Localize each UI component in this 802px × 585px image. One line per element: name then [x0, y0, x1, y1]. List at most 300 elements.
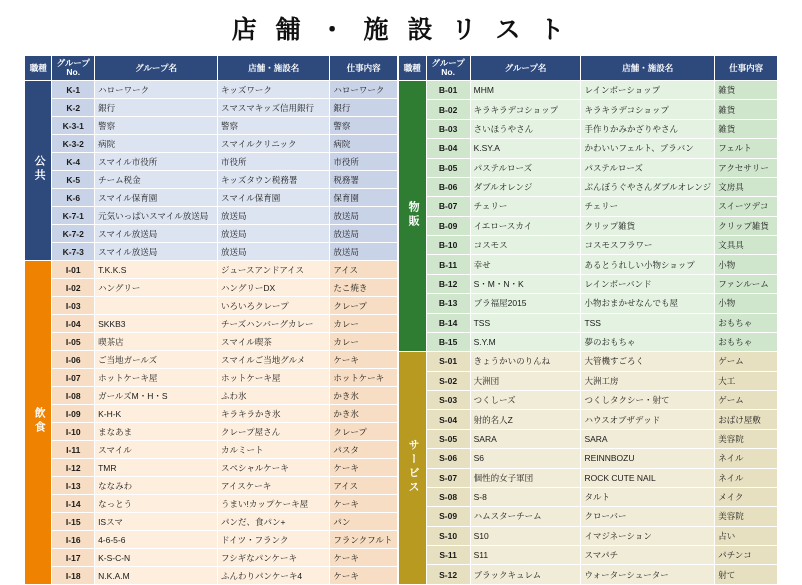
work-cell: ネイル	[715, 449, 778, 468]
table-row	[398, 294, 777, 313]
table-row	[25, 189, 398, 207]
table-row	[398, 158, 777, 177]
group-no-cell: B-01	[426, 81, 470, 100]
work-cell: ゲーム	[715, 352, 778, 371]
shop-name-cell: キラキラかき氷	[218, 405, 330, 423]
group-no-cell: I-09	[52, 405, 95, 423]
group-name-cell: まなあま	[95, 423, 218, 441]
group-name-cell: ブラ福屋2015	[470, 294, 581, 313]
table-row	[25, 297, 398, 315]
work-cell: アクセサリー	[715, 158, 778, 177]
group-name-cell: S・M・N・K	[470, 274, 581, 293]
group-name-cell: SKKB3	[95, 315, 218, 333]
group-no-cell: B-09	[426, 216, 470, 235]
shop-name-cell: パンだ、食パン+	[218, 513, 330, 531]
group-no-cell: I-01	[52, 261, 95, 279]
group-name-cell: S10	[470, 526, 581, 545]
group-name-cell: S-8	[470, 487, 581, 506]
group-name-cell: TSS	[470, 313, 581, 332]
shop-name-cell: スマイルクリニック	[218, 135, 330, 153]
table-row	[25, 279, 398, 297]
category-cell	[25, 81, 52, 261]
group-name-cell: 4-6-5-6	[95, 531, 218, 549]
work-cell: ホットケーキ	[330, 369, 398, 387]
table-row	[25, 261, 398, 279]
shop-name-cell: ROCK CUTE NAIL	[581, 468, 715, 487]
work-cell: 警察	[330, 117, 398, 135]
group-no-cell: K-6	[52, 189, 95, 207]
shop-name-cell: ウォーターシューター	[581, 565, 715, 585]
group-no-cell: I-04	[52, 315, 95, 333]
shop-name-cell: タルト	[581, 487, 715, 506]
table-row	[398, 526, 777, 545]
table-row	[398, 487, 777, 506]
group-name-cell: 元気いっぱいスマイル放送局	[95, 207, 218, 225]
table-row	[398, 429, 777, 448]
work-cell: かき氷	[330, 405, 398, 423]
work-cell: 文具具	[715, 236, 778, 255]
work-cell: ゲーム	[715, 391, 778, 410]
column-header-category: 職種	[25, 56, 52, 81]
group-name-cell: ブラックキュレム	[470, 565, 581, 585]
work-cell: 雑貨	[715, 81, 778, 100]
group-name-cell: 個性的女子軍団	[470, 468, 581, 487]
group-name-cell: T.K.K.S	[95, 261, 218, 279]
shop-name-cell: いろいろクレープ	[218, 297, 330, 315]
shop-name-cell: クローバー	[581, 507, 715, 526]
group-name-cell: イエロースカイ	[470, 216, 581, 235]
group-no-cell: I-14	[52, 495, 95, 513]
work-cell: フェルト	[715, 139, 778, 158]
group-no-cell: I-05	[52, 333, 95, 351]
shop-name-cell: スマイルご当地グルメ	[218, 351, 330, 369]
work-cell: 銀行	[330, 99, 398, 117]
table-row	[398, 274, 777, 293]
table-row	[398, 449, 777, 468]
left-table-body	[25, 81, 398, 585]
group-no-cell: I-02	[52, 279, 95, 297]
shop-name-cell: キラキラデコショップ	[581, 100, 715, 119]
table-row	[398, 332, 777, 351]
table-row	[25, 351, 398, 369]
group-name-cell: N.K.A.M	[95, 567, 218, 585]
work-cell: 放送局	[330, 207, 398, 225]
group-name-cell: 銀行	[95, 99, 218, 117]
shop-name-cell: 手作りかみかざりやさん	[581, 119, 715, 138]
table-row	[25, 549, 398, 567]
group-no-cell: B-13	[426, 294, 470, 313]
column-header-work: 仕事内容	[330, 56, 398, 81]
table-row	[398, 236, 777, 255]
work-cell: 美容院	[715, 429, 778, 448]
shop-name-cell: 小物おまかせなんでも屋	[581, 294, 715, 313]
table-row	[25, 99, 398, 117]
column-header-group-no	[426, 56, 470, 81]
shop-name-cell: 放送局	[218, 243, 330, 261]
group-name-cell: TMR	[95, 459, 218, 477]
table-row	[398, 119, 777, 138]
shop-name-cell: ドイツ・フランク	[218, 531, 330, 549]
table-row	[398, 371, 777, 390]
work-cell: 小物	[715, 255, 778, 274]
shop-name-cell: カルミート	[218, 441, 330, 459]
group-name-cell: ハングリー	[95, 279, 218, 297]
work-cell: パチンコ	[715, 546, 778, 565]
group-no-cell: S-04	[426, 410, 470, 429]
group-name-cell: コスモス	[470, 236, 581, 255]
table-row	[398, 216, 777, 235]
work-cell: ケーキ	[330, 495, 398, 513]
shop-name-cell: ホットケーキ屋	[218, 369, 330, 387]
shop-name-cell: フシギなパンケーキ	[218, 549, 330, 567]
table-row	[25, 495, 398, 513]
group-name-cell: スマイル	[95, 441, 218, 459]
group-name-cell: K-H-K	[95, 405, 218, 423]
right-table	[398, 55, 778, 585]
work-cell: カレー	[330, 315, 398, 333]
group-name-cell: K-S-C-N	[95, 549, 218, 567]
shop-name-cell: あるとうれしい小物ショップ	[581, 255, 715, 274]
group-name-cell: MHM	[470, 81, 581, 100]
table-row	[25, 333, 398, 351]
group-no-cell: I-06	[52, 351, 95, 369]
table-row	[25, 117, 398, 135]
work-cell: クリップ雑貨	[715, 216, 778, 235]
group-name-cell: 病院	[95, 135, 218, 153]
group-no-cell: B-04	[426, 139, 470, 158]
table-row	[25, 207, 398, 225]
right-table-body	[398, 81, 777, 585]
group-name-cell: ダブルオレンジ	[470, 177, 581, 196]
group-name-cell: ハムスターチーム	[470, 507, 581, 526]
group-name-cell: S11	[470, 546, 581, 565]
group-no-line2: No.	[441, 67, 455, 77]
shop-name-cell: 放送局	[218, 207, 330, 225]
group-no-cell: K-7-3	[52, 243, 95, 261]
category-cell	[25, 261, 52, 585]
group-name-cell: さいほうやさん	[470, 119, 581, 138]
group-name-cell: K.SY.A	[470, 139, 581, 158]
work-cell: アイス	[330, 477, 398, 495]
table-row	[25, 477, 398, 495]
shop-name-cell: 大洲工房	[581, 371, 715, 390]
group-name-cell: 喫茶店	[95, 333, 218, 351]
column-header-group-name: グループ名	[95, 56, 218, 81]
group-no-cell: B-15	[426, 332, 470, 351]
table-row	[25, 405, 398, 423]
table-row	[398, 197, 777, 216]
group-no-cell: I-08	[52, 387, 95, 405]
work-cell: 放送局	[330, 243, 398, 261]
work-cell: ファンルーム	[715, 274, 778, 293]
table-row	[25, 153, 398, 171]
work-cell: たこ焼き	[330, 279, 398, 297]
group-name-cell	[95, 297, 218, 315]
shop-name-cell: スペシャルケーキ	[218, 459, 330, 477]
shop-name-cell: TSS	[581, 313, 715, 332]
shop-name-cell: 夢のおもちゃ	[581, 332, 715, 351]
group-no-cell: K-5	[52, 171, 95, 189]
table-row	[398, 565, 777, 585]
group-name-cell: スマイル保育園	[95, 189, 218, 207]
table-row	[398, 468, 777, 487]
column-header-group-no	[52, 56, 95, 81]
group-no-cell: S-08	[426, 487, 470, 506]
group-no-cell: K-3-1	[52, 117, 95, 135]
group-name-cell: ホットケーキ屋	[95, 369, 218, 387]
group-name-cell: SARA	[470, 429, 581, 448]
work-cell: ケーキ	[330, 567, 398, 585]
column-header-group-name: グループ名	[470, 56, 581, 81]
work-cell: クレープ	[330, 423, 398, 441]
group-no-cell: K-4	[52, 153, 95, 171]
work-cell: 雑貨	[715, 119, 778, 138]
table-row	[25, 567, 398, 585]
work-cell: アイス	[330, 261, 398, 279]
table-row	[25, 81, 398, 99]
left-table-header	[25, 56, 398, 81]
category-cell	[398, 81, 426, 352]
work-cell: 小物	[715, 294, 778, 313]
group-no-cell: S-03	[426, 391, 470, 410]
group-no-cell: B-11	[426, 255, 470, 274]
group-no-cell: B-07	[426, 197, 470, 216]
shop-name-cell: スマスマキッズ信用銀行	[218, 99, 330, 117]
shop-name-cell: クレープ屋さん	[218, 423, 330, 441]
group-no-cell: S-02	[426, 371, 470, 390]
shop-name-cell: ジュースアンドアイス	[218, 261, 330, 279]
table-row	[398, 177, 777, 196]
shop-name-cell: クリップ雑貨	[581, 216, 715, 235]
work-cell: メイク	[715, 487, 778, 506]
group-name-cell: スマイル放送局	[95, 225, 218, 243]
shop-name-cell: かわいいフェルト、ブラバン	[581, 139, 715, 158]
work-cell: おもちゃ	[715, 332, 778, 351]
category-label: 飲食	[33, 407, 46, 435]
table-row	[398, 313, 777, 332]
header-row	[398, 56, 777, 81]
work-cell: おばけ屋敷	[715, 410, 778, 429]
group-no-cell: I-16	[52, 531, 95, 549]
shop-name-cell: 大管機すごろく	[581, 352, 715, 371]
group-name-cell: スマイル市役所	[95, 153, 218, 171]
table-row	[25, 171, 398, 189]
work-cell: スイーツデコ	[715, 197, 778, 216]
group-name-cell: チェリー	[470, 197, 581, 216]
table-row	[25, 441, 398, 459]
group-name-cell: 大洲団	[470, 371, 581, 390]
group-no-cell: S-10	[426, 526, 470, 545]
work-cell: 雑貨	[715, 100, 778, 119]
work-cell: 占い	[715, 526, 778, 545]
work-cell: ケーキ	[330, 459, 398, 477]
group-no-cell: I-12	[52, 459, 95, 477]
table-row	[25, 459, 398, 477]
group-no-cell: B-06	[426, 177, 470, 196]
group-no-cell: I-13	[52, 477, 95, 495]
group-no-cell: K-3-2	[52, 135, 95, 153]
group-name-cell: なっとう	[95, 495, 218, 513]
column-header-shop-name: 店舗・施設名	[581, 56, 715, 81]
group-no-cell: I-17	[52, 549, 95, 567]
group-name-cell: 警察	[95, 117, 218, 135]
table-row	[25, 369, 398, 387]
group-no-cell: B-05	[426, 158, 470, 177]
table-row	[398, 81, 777, 100]
work-cell: フランクフルト	[330, 531, 398, 549]
group-no-line1: グループ	[56, 58, 90, 69]
table-row	[398, 546, 777, 565]
category-label: サービス	[407, 438, 420, 495]
group-name-cell: ご当地ガールズ	[95, 351, 218, 369]
shop-name-cell: チーズハンバーグカレー	[218, 315, 330, 333]
group-no-cell: I-11	[52, 441, 95, 459]
work-cell: 市役所	[330, 153, 398, 171]
work-cell: 放送局	[330, 225, 398, 243]
column-header-work: 仕事内容	[715, 56, 778, 81]
work-cell: ネイル	[715, 468, 778, 487]
work-cell: 文房具	[715, 177, 778, 196]
work-cell: クレープ	[330, 297, 398, 315]
table-row	[398, 255, 777, 274]
group-no-cell: S-05	[426, 429, 470, 448]
work-cell: カレー	[330, 333, 398, 351]
table-row	[398, 139, 777, 158]
group-name-cell: パステルローズ	[470, 158, 581, 177]
group-no-cell: S-09	[426, 507, 470, 526]
shop-name-cell: チェリー	[581, 197, 715, 216]
category-label: 物販	[407, 200, 420, 229]
group-no-line1: グループ	[431, 58, 465, 69]
group-no-cell: B-10	[426, 236, 470, 255]
group-no-cell: I-10	[52, 423, 95, 441]
group-name-cell: S6	[470, 449, 581, 468]
shop-name-cell: イマジネーション	[581, 526, 715, 545]
shop-name-cell: SARA	[581, 429, 715, 448]
work-cell: 射て	[715, 565, 778, 585]
category-label: 公共	[33, 155, 46, 183]
table-row	[398, 100, 777, 119]
table-row	[25, 225, 398, 243]
shop-name-cell: ぶんぼうぐやさんダブルオレンジ	[581, 177, 715, 196]
group-name-cell: ハローワーク	[95, 81, 218, 99]
shop-name-cell: 放送局	[218, 225, 330, 243]
table-row	[25, 315, 398, 333]
left-table	[24, 55, 398, 585]
work-cell: ケーキ	[330, 549, 398, 567]
work-cell: パン	[330, 513, 398, 531]
group-name-cell: ななみわ	[95, 477, 218, 495]
work-cell: ハローワーク	[330, 81, 398, 99]
shop-name-cell: スマイル喫茶	[218, 333, 330, 351]
table-row	[398, 391, 777, 410]
group-no-cell: S-11	[426, 546, 470, 565]
table-row	[25, 135, 398, 153]
group-no-cell: I-03	[52, 297, 95, 315]
category-cell	[398, 352, 426, 585]
table-row	[25, 423, 398, 441]
work-cell: 美容院	[715, 507, 778, 526]
shop-name-cell: ふわ氷	[218, 387, 330, 405]
group-name-cell: ガールズM・H・S	[95, 387, 218, 405]
group-no-cell: K-7-2	[52, 225, 95, 243]
group-no-cell: B-12	[426, 274, 470, 293]
shop-name-cell: ふんわりパンケーキ4	[218, 567, 330, 585]
column-header-shop-name: 店舗・施設名	[218, 56, 330, 81]
page-title: 店 舗 ・ 施 設 リ ス ト	[231, 16, 571, 44]
group-no-cell: S-07	[426, 468, 470, 487]
group-name-cell: 射的名人Z	[470, 410, 581, 429]
work-cell: 税務署	[330, 171, 398, 189]
shop-name-cell: アイスケーキ	[218, 477, 330, 495]
table-row	[398, 507, 777, 526]
group-no-cell: I-18	[52, 567, 95, 585]
shop-name-cell: ハウスオブザデッド	[581, 410, 715, 429]
group-no-cell: S-01	[426, 352, 470, 371]
group-name-cell: つくしーズ	[470, 391, 581, 410]
group-no-cell: S-06	[426, 449, 470, 468]
group-name-cell: S.Y.M	[470, 332, 581, 351]
table-row	[398, 410, 777, 429]
shop-name-cell: REINNBOZU	[581, 449, 715, 468]
shop-name-cell: 市役所	[218, 153, 330, 171]
group-no-cell: K-2	[52, 99, 95, 117]
right-table-header	[398, 56, 777, 81]
work-cell: 保育園	[330, 189, 398, 207]
shop-name-cell: ハングリーDX	[218, 279, 330, 297]
shop-name-cell: 警察	[218, 117, 330, 135]
work-cell: ケーキ	[330, 351, 398, 369]
group-no-cell: B-14	[426, 313, 470, 332]
group-no-cell: K-1	[52, 81, 95, 99]
shop-name-cell: キッズワーク	[218, 81, 330, 99]
column-header-category: 職種	[398, 56, 426, 81]
group-no-cell: S-12	[426, 565, 470, 585]
group-no-cell: K-7-1	[52, 207, 95, 225]
group-name-cell: 幸せ	[470, 255, 581, 274]
shop-name-cell: キッズタウン税務署	[218, 171, 330, 189]
table-row	[398, 352, 777, 371]
shop-name-cell: レインボーショップ	[581, 81, 715, 100]
shop-name-cell: スマパチ	[581, 546, 715, 565]
shop-name-cell: スマイル保育園	[218, 189, 330, 207]
group-name-cell: ISスマ	[95, 513, 218, 531]
shop-name-cell: コスモスフラワー	[581, 236, 715, 255]
group-name-cell: キラキラデコショップ	[470, 100, 581, 119]
group-name-cell: チーム税金	[95, 171, 218, 189]
shop-name-cell: つくしタクシー・射て	[581, 391, 715, 410]
group-name-cell: きょうかいのりんね	[470, 352, 581, 371]
group-name-cell: スマイル放送局	[95, 243, 218, 261]
work-cell: 病院	[330, 135, 398, 153]
work-cell: おもちゃ	[715, 313, 778, 332]
table-row	[25, 513, 398, 531]
shop-name-cell: レインボーバンド	[581, 274, 715, 293]
work-cell: かき氷	[330, 387, 398, 405]
table-row	[25, 387, 398, 405]
work-cell: 大工	[715, 371, 778, 390]
table-row	[25, 243, 398, 261]
group-no-cell: B-02	[426, 100, 470, 119]
shop-name-cell: パステルローズ	[581, 158, 715, 177]
header-row	[25, 56, 398, 81]
group-no-line2: No.	[66, 67, 81, 77]
group-no-cell: I-15	[52, 513, 95, 531]
work-cell: パスタ	[330, 441, 398, 459]
group-no-cell: B-03	[426, 119, 470, 138]
tables-container	[0, 55, 802, 585]
group-no-cell: I-07	[52, 369, 95, 387]
